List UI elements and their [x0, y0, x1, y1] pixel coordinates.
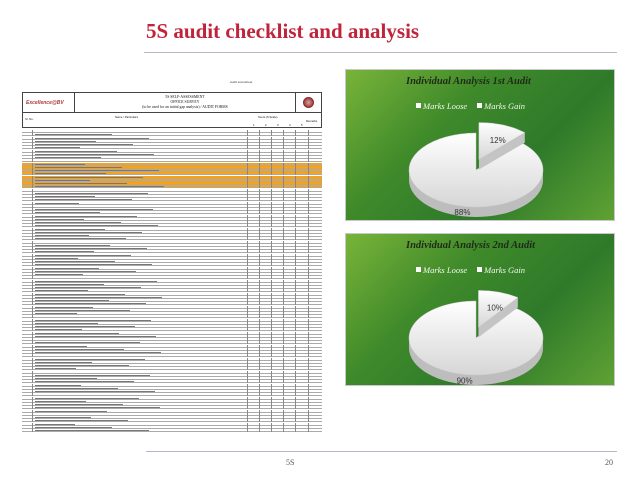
row-text-line [35, 329, 82, 330]
row-text-line [35, 346, 87, 347]
checklist-row [22, 429, 322, 432]
row-text-line [35, 248, 147, 249]
row-text-line [35, 359, 145, 360]
row-text-line [35, 391, 155, 392]
row-text-line [35, 417, 91, 418]
row-text-line [35, 420, 128, 421]
page-number: 20 [605, 458, 613, 467]
heading-line-3: (to be used for an initial gap analysis) / AUDIT FORMS [142, 105, 228, 109]
row-text-line [35, 193, 148, 194]
audit-checklist-document [22, 80, 322, 432]
row-text-line [35, 232, 142, 233]
row-text-line [35, 157, 101, 158]
row-text-line [35, 323, 98, 324]
score-1: 1 [253, 123, 255, 127]
score-3: 3 [277, 123, 279, 127]
legend-label-gain: Marks Gain [484, 265, 526, 275]
row-text-line [35, 287, 141, 288]
row-text-line [35, 307, 93, 308]
row-text-line [35, 349, 124, 350]
row-text-line [35, 381, 134, 382]
heading-line-1: 5S SELF-ASSESSMENT [165, 95, 205, 99]
pie-label-marks-gain: 12% [489, 135, 506, 145]
chart-title-2nd-audit: Individual Analysis 2nd Audit [406, 240, 536, 251]
row-text-line [35, 235, 89, 236]
row-text-line [35, 180, 90, 181]
row-text-line [35, 261, 115, 262]
col-name: Name / Particulars [115, 115, 139, 119]
row-text-line [35, 186, 164, 187]
row-text-line [35, 375, 150, 376]
row-text-line [35, 173, 106, 174]
row-text-line [35, 268, 99, 269]
row-text-line [35, 430, 149, 431]
score-5: 5 [301, 123, 303, 127]
row-text-line [35, 138, 149, 139]
row-text-line [35, 216, 137, 217]
legend-label-loose: Marks Loose [423, 101, 468, 111]
document-heading [75, 93, 295, 112]
pie-slice-marks-loose [409, 133, 543, 207]
row-text-line [35, 398, 139, 399]
row-text-line [35, 368, 76, 369]
row-text-line [35, 219, 84, 220]
row-text-line [35, 313, 77, 314]
row-text-line [35, 310, 130, 311]
chart-panel-1st-audit [345, 69, 615, 221]
row-cell-divider [295, 429, 296, 432]
row-text-line [35, 378, 97, 379]
row-text-line [35, 212, 100, 213]
row-text-line [35, 229, 105, 230]
pie-label-marks-loose: 88% [454, 207, 471, 217]
row-text-line [35, 170, 159, 171]
row-cell-divider [247, 429, 248, 432]
pie-chart-2nd-audit [346, 234, 616, 387]
heading-line-2: OFFICE SURVEY [170, 100, 200, 104]
row-text-line [35, 385, 81, 386]
document-caption: Audit scoresheet [230, 80, 253, 84]
pie-slice-marks-loose [409, 301, 543, 375]
row-text-line [35, 411, 107, 412]
footer-label: 5S [286, 458, 295, 467]
row-cell-divider [32, 429, 33, 432]
row-text-line [35, 183, 127, 184]
row-text-line [35, 134, 112, 135]
row-text-line [35, 404, 123, 405]
row-text-line [35, 251, 94, 252]
pie-label-marks-gain: 10% [486, 303, 503, 313]
row-text-line [35, 326, 135, 327]
row-text-line [35, 141, 96, 142]
row-text-line [35, 164, 85, 165]
legend-label-gain: Marks Gain [484, 101, 526, 111]
pie-label-marks-loose: 90% [456, 376, 473, 386]
row-text-line [35, 196, 95, 197]
row-text-line [35, 427, 112, 428]
row-text-line [35, 144, 133, 145]
row-text-line [35, 281, 157, 282]
row-text-line [35, 151, 117, 152]
title-divider [144, 52, 617, 53]
col-score: Score (5-Scale) [258, 115, 278, 119]
row-text-line [35, 352, 161, 353]
row-text-line [35, 401, 86, 402]
row-text-line [35, 297, 162, 298]
row-text-line [35, 388, 118, 389]
row-cell-divider [283, 429, 284, 432]
row-text-line [35, 271, 136, 272]
row-text-line [35, 209, 153, 210]
score-2: 2 [265, 123, 267, 127]
row-text-line [35, 255, 131, 256]
row-text-line [35, 147, 80, 148]
col-sr-no: Sr. No. [25, 117, 34, 121]
row-text-line [35, 199, 132, 200]
row-text-line [35, 177, 143, 178]
legend-label-loose: Marks Loose [423, 265, 468, 275]
row-text-line [35, 333, 119, 334]
row-text-line [35, 154, 154, 155]
row-text-line [35, 258, 78, 259]
row-text-line [35, 222, 121, 223]
row-text-line [35, 342, 140, 343]
row-text-line [35, 264, 152, 265]
row-text-line [35, 362, 92, 363]
row-text-line [35, 225, 158, 226]
document-header [22, 92, 322, 113]
company-logo: Excellence@BV [26, 99, 64, 106]
footer-divider [146, 451, 617, 452]
row-text-line [35, 245, 110, 246]
logo-box [23, 93, 75, 112]
column-header-row [22, 113, 322, 128]
row-text-line [35, 203, 79, 204]
row-text-line [35, 167, 122, 168]
row-text-line [35, 424, 75, 425]
row-cell-divider [308, 429, 309, 432]
row-text-line [35, 365, 129, 366]
row-cell-divider [259, 429, 260, 432]
row-text-line [35, 284, 104, 285]
row-text-line [35, 336, 156, 337]
row-text-line [35, 294, 125, 295]
row-text-line [35, 407, 160, 408]
chart-panel-2nd-audit [345, 233, 615, 386]
chart-title-1st-audit: Individual Analysis 1st Audit [406, 76, 531, 87]
pie-chart-1st-audit [346, 70, 616, 222]
row-text-line [35, 300, 109, 301]
row-text-line [35, 290, 88, 291]
seal-box [295, 93, 321, 112]
row-text-line [35, 320, 151, 321]
col-remarks: Remarks [306, 119, 318, 123]
row-text-line [35, 303, 146, 304]
slide-title: 5S audit checklist and analysis [146, 19, 420, 43]
score-4: 4 [289, 123, 291, 127]
company-seal-icon [303, 97, 314, 108]
row-text-line [35, 274, 83, 275]
row-text-line [35, 238, 126, 239]
row-cell-divider [271, 429, 272, 432]
